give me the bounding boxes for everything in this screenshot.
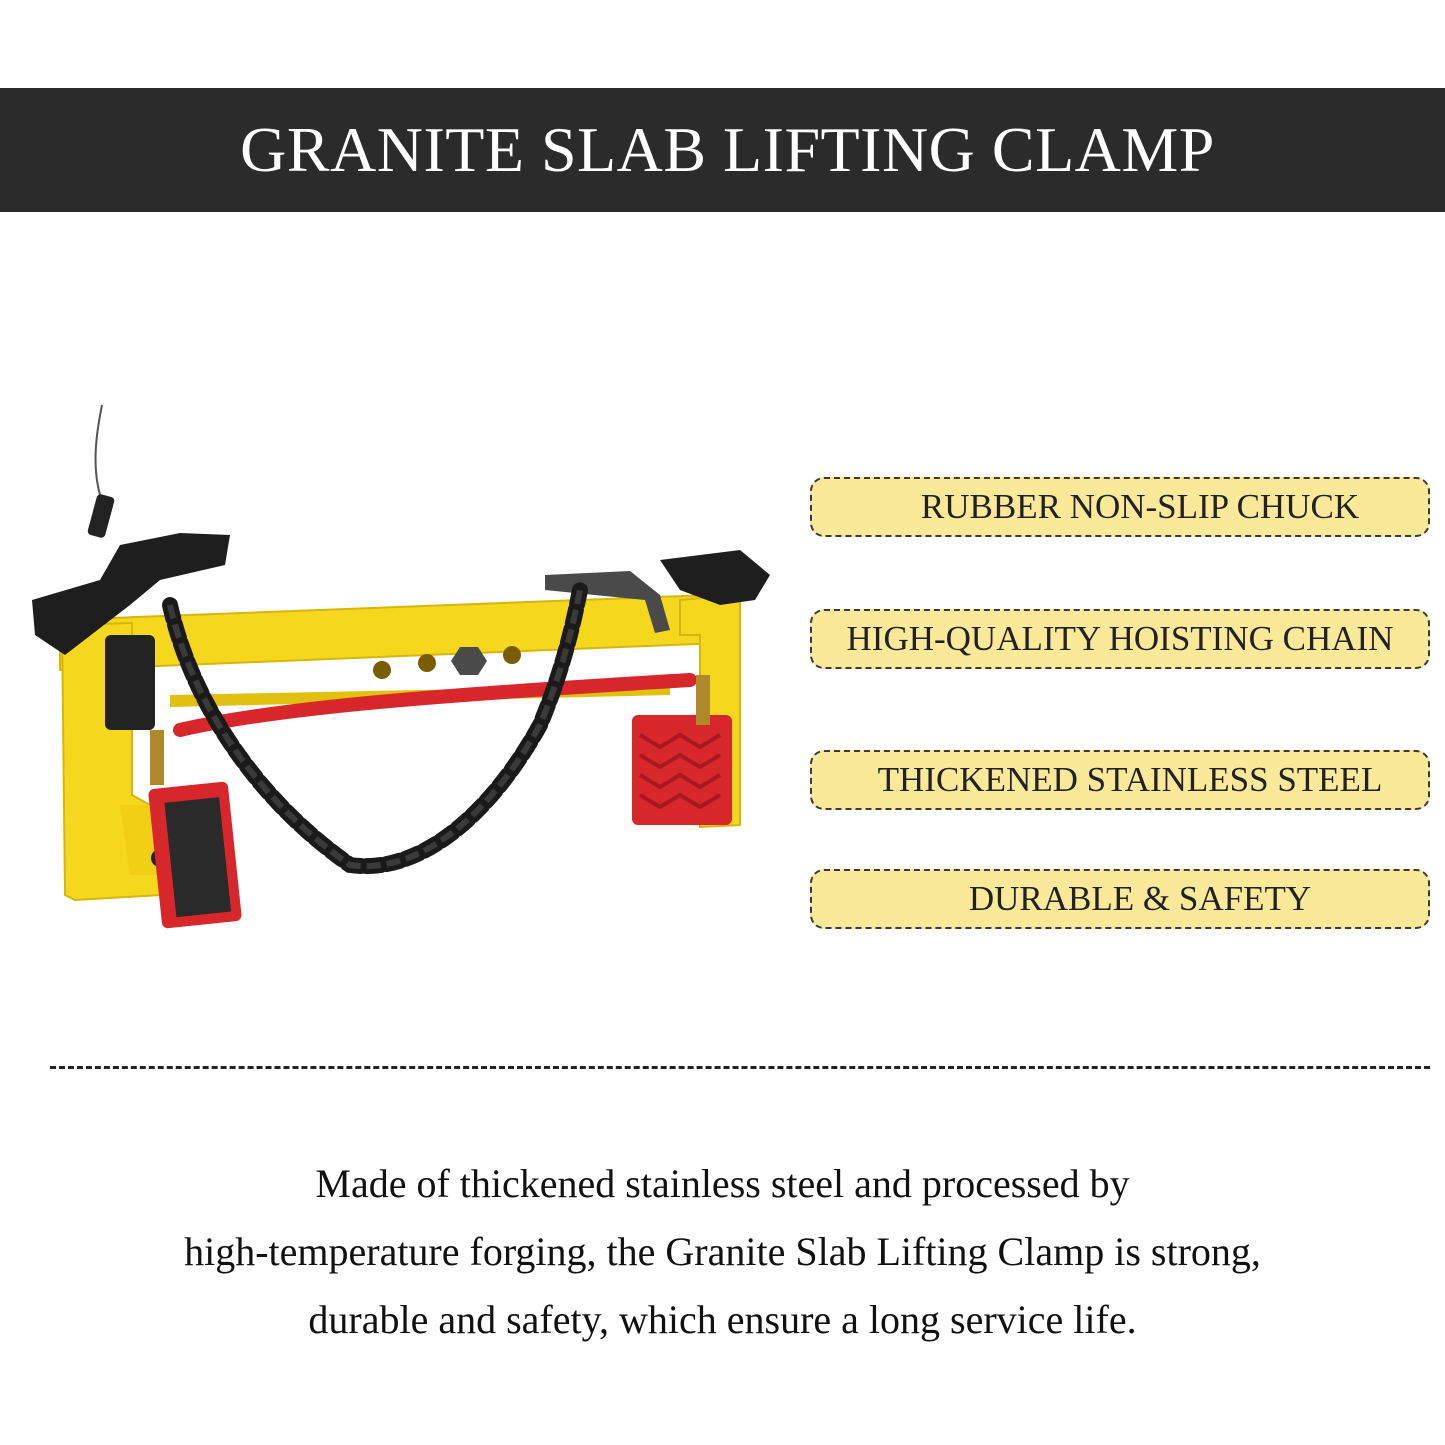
feature-label: HIGH-QUALITY HOISTING CHAIN	[846, 619, 1394, 658]
page-title: GRANITE SLAB LIFTING CLAMP	[240, 114, 1215, 185]
cable-wire	[96, 405, 102, 495]
rubber-stopper	[105, 635, 155, 730]
header-bar	[0, 88, 1445, 212]
cable-tag	[87, 493, 115, 538]
beam-hole	[503, 646, 521, 664]
right-rubber-pad	[632, 715, 732, 825]
red-handle	[180, 680, 690, 730]
feature-pill-steel	[810, 750, 1430, 810]
description-line: durable and safety, which ensure a long service life.	[308, 1297, 1137, 1342]
feature-pill-chain	[810, 609, 1430, 669]
spring	[696, 675, 710, 725]
feature-label: RUBBER NON-SLIP CHUCK	[920, 487, 1360, 526]
description-line: high-temperature forging, the Granite Slab Lifting Clamp is strong,	[184, 1229, 1261, 1274]
clamp-product-image	[20, 395, 790, 940]
left-rubber-pad	[148, 781, 242, 929]
feature-label: THICKENED STAINLESS STEEL	[877, 760, 1383, 799]
clamp-beam	[60, 595, 720, 670]
feature-label: DURABLE & SAFETY	[968, 879, 1312, 918]
beam-hole	[418, 654, 436, 672]
feature-pill-durable	[810, 869, 1430, 929]
description-text	[40, 1150, 1405, 1354]
beam-hole	[373, 661, 391, 679]
dashed-divider	[50, 1066, 1430, 1069]
description-line: Made of thickened stainless steel and processed by	[315, 1161, 1130, 1206]
spring	[150, 730, 164, 785]
feature-pill-rubber	[810, 477, 1430, 537]
